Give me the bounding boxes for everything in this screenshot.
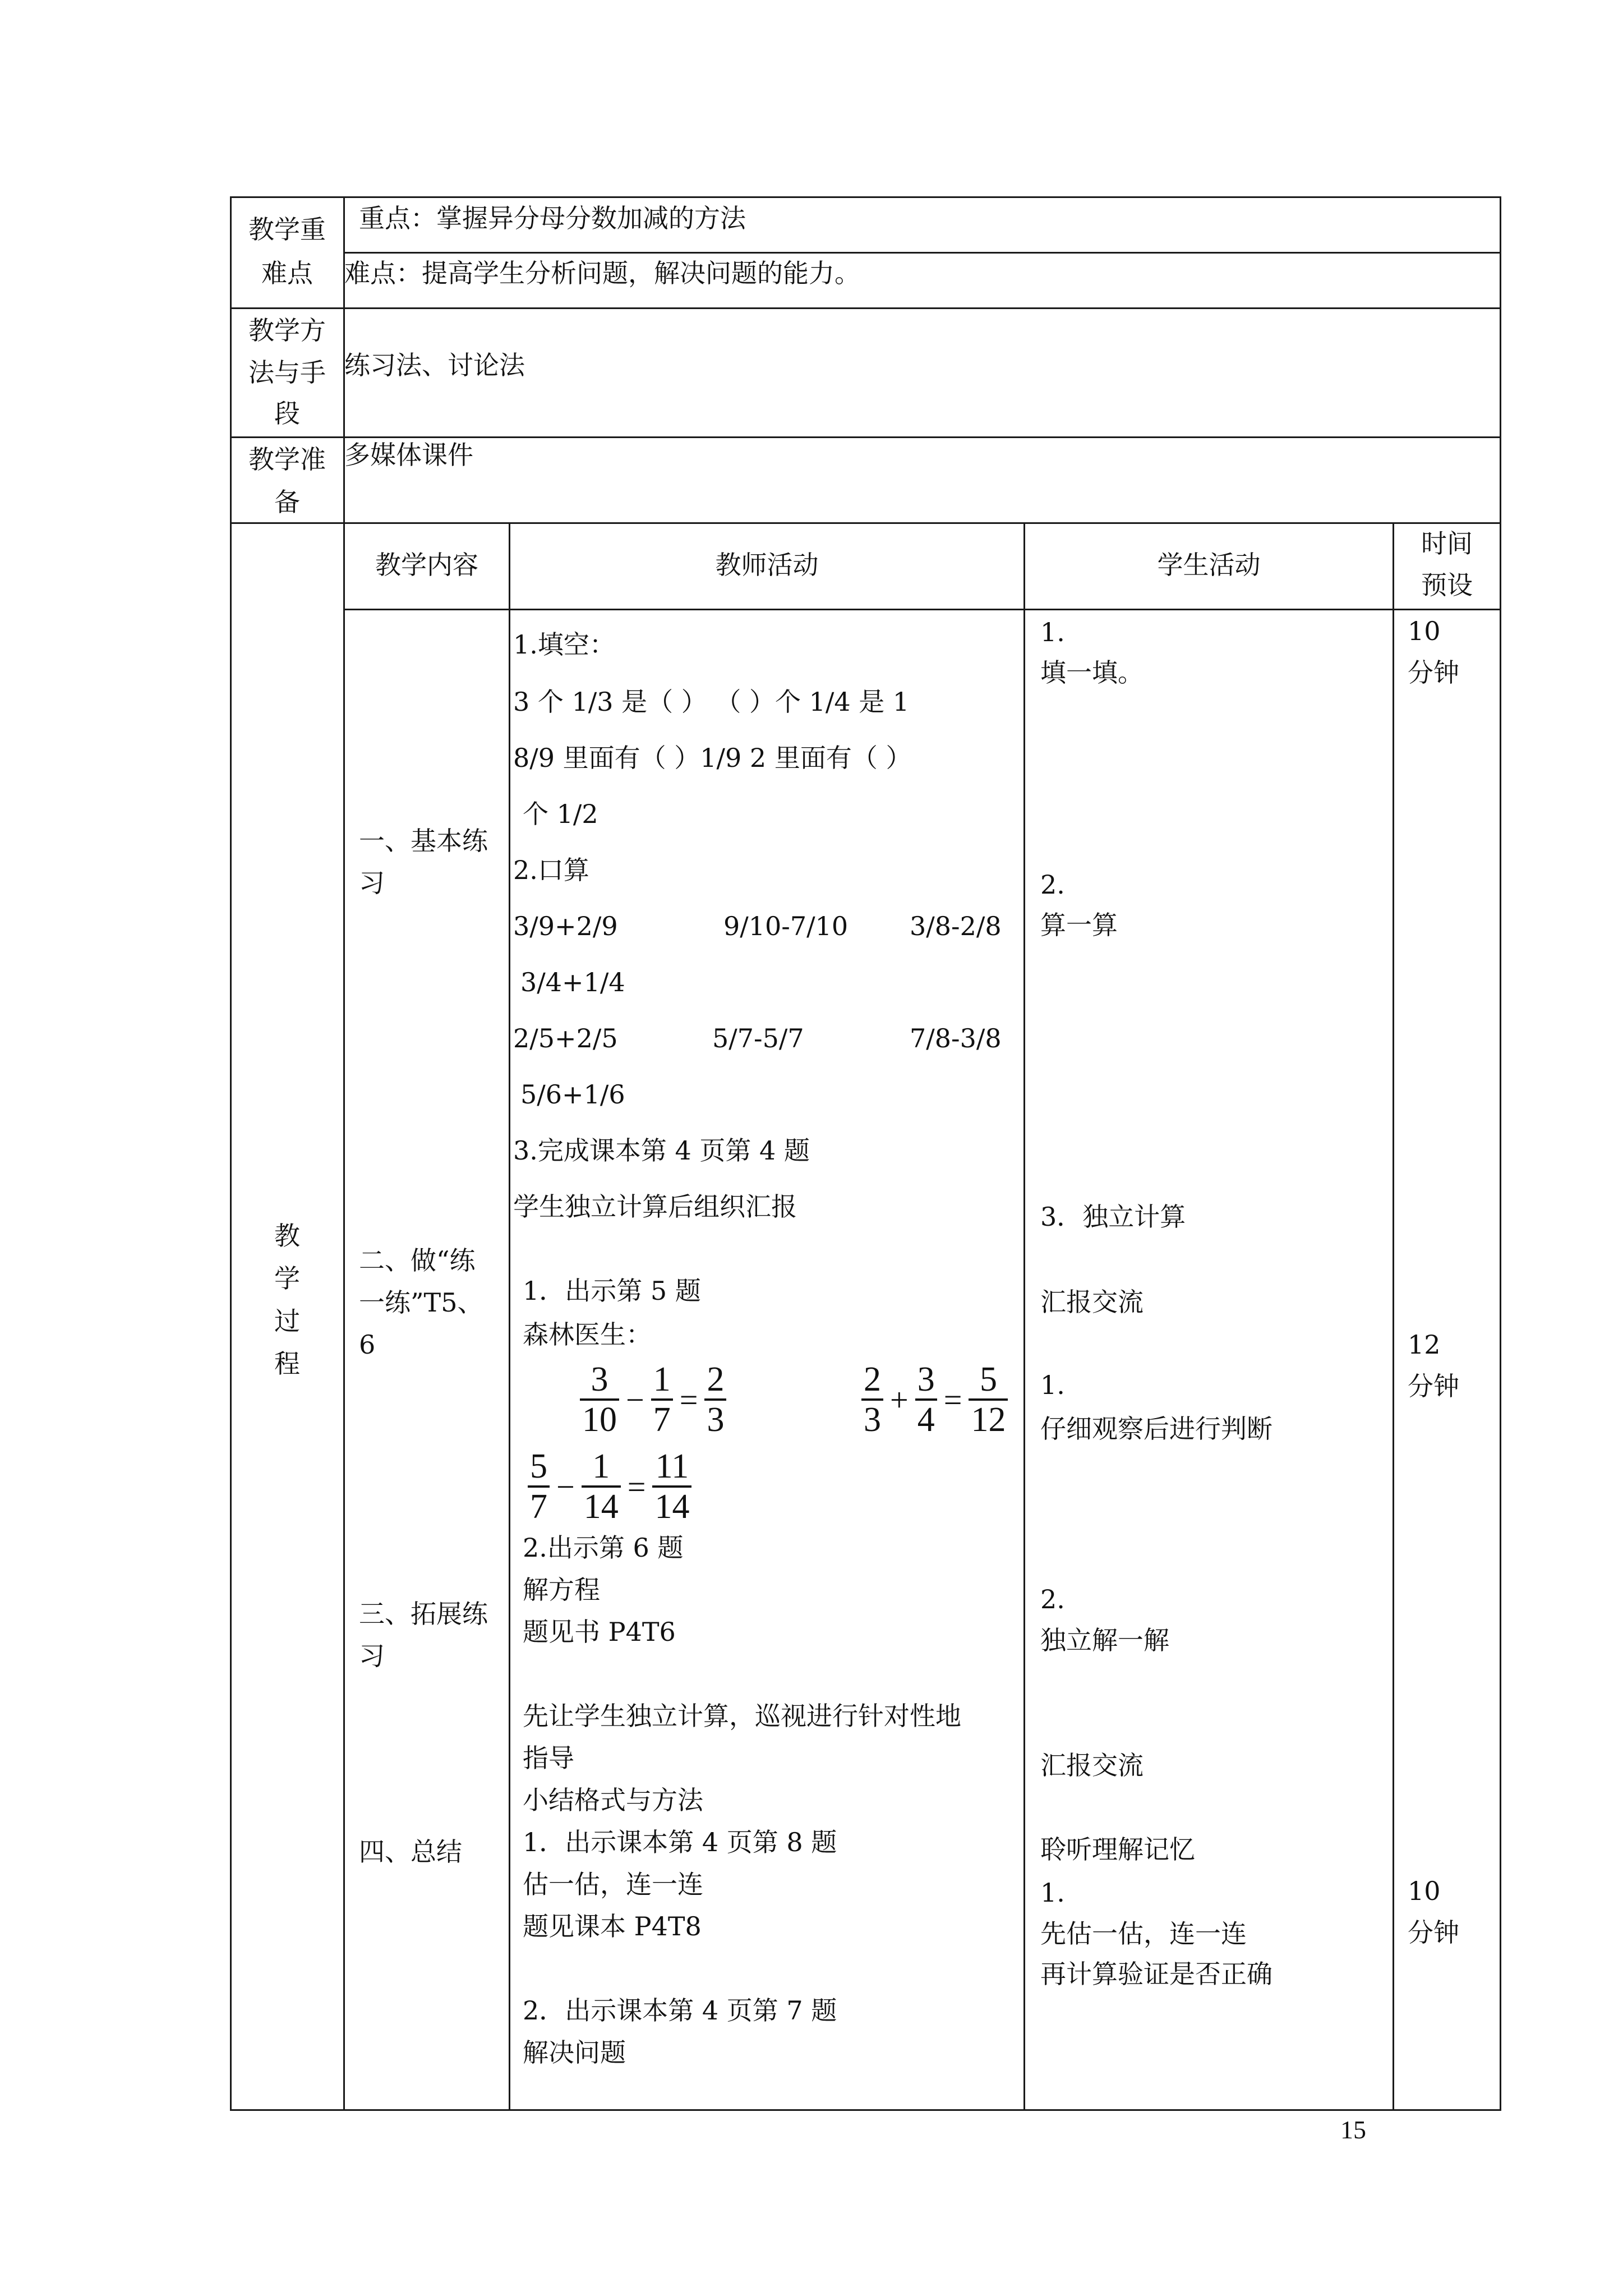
- fraction-numerator: 5: [979, 1360, 997, 1398]
- header-time-line2: 预设: [1421, 570, 1473, 600]
- math-operator: =: [679, 1381, 698, 1418]
- table-rule-preparation: [230, 436, 1501, 438]
- fraction-numerator: 2: [864, 1360, 881, 1398]
- teacher-estimate-connect: 估一估，连一连: [523, 1869, 703, 1899]
- teacher-solve-problem: 解决问题: [523, 2037, 626, 2068]
- teacher-report: 学生独立计算后组织汇报: [513, 1191, 797, 1222]
- fraction-numerator: 1: [592, 1447, 610, 1485]
- math-operator: −: [626, 1381, 644, 1418]
- difficulty-text: 难点：提高学生分析问题，解决问题的能力。: [344, 258, 860, 288]
- fraction-numerator: 3: [591, 1360, 608, 1398]
- teacher-oral-1b: 9/10-7/10: [723, 911, 849, 941]
- fraction: [651, 1360, 673, 1439]
- table-rule-process: [230, 522, 1501, 524]
- teacher-oral-title: 2.口算: [513, 855, 589, 885]
- fraction-denominator: 7: [653, 1401, 671, 1439]
- teacher-fill-blank-line3: 个 1/2: [523, 799, 598, 829]
- fraction-denominator: 4: [917, 1401, 935, 1439]
- teacher-show-5: 1．出示第 5 题: [523, 1276, 701, 1306]
- process-label-char-1: 教: [274, 1221, 300, 1251]
- teacher-see-book-p4t8: 题见课本 P4T8: [523, 1911, 702, 1941]
- student-1b-number: 1.: [1040, 1370, 1065, 1400]
- student-report-1: 汇报交流: [1040, 1287, 1144, 1317]
- student-report-2: 汇报交流: [1040, 1750, 1144, 1780]
- header-teacher: 教师活动: [715, 550, 819, 580]
- process-label-char-2: 学: [274, 1263, 300, 1294]
- teacher-guide-line1: 先让学生独立计算，巡视进行针对性地: [523, 1701, 961, 1731]
- teacher-fill-blank-title: 1.填空：: [513, 629, 615, 660]
- table-rule-student-column: [1393, 522, 1394, 2111]
- time-2-value: 12: [1408, 1329, 1441, 1360]
- fraction: [861, 1360, 883, 1439]
- teacher-task-4: 3.完成课本第 4 页第 4 题: [513, 1135, 810, 1166]
- page-number: 15: [1340, 2115, 1366, 2144]
- header-content: 教学内容: [375, 550, 478, 580]
- methods-label-line3: 段: [274, 398, 300, 429]
- student-listen: 聆听理解记忆: [1040, 1834, 1195, 1865]
- section-extension-line2: 习: [359, 1641, 385, 1671]
- teacher-show-8: 1．出示课本第 4 页第 8 题: [523, 1827, 837, 1857]
- keypoints-label-line2: 难点: [261, 258, 313, 288]
- table-border-top: [230, 196, 1501, 198]
- teacher-solve-equation: 解方程: [523, 1575, 600, 1605]
- student-calc: 算一算: [1040, 910, 1118, 940]
- fraction-denominator: 10: [582, 1401, 617, 1439]
- time-2-unit: 分钟: [1408, 1371, 1459, 1401]
- student-2b-number: 2.: [1040, 1584, 1065, 1614]
- fraction: [582, 1447, 621, 1526]
- fraction-numerator: 1: [653, 1360, 671, 1398]
- teacher-show-6: 2.出示第 6 题: [523, 1533, 684, 1563]
- student-fill: 填一填。: [1040, 657, 1144, 688]
- section-basic-line1: 一、基本练: [359, 826, 488, 856]
- fraction: [580, 1360, 619, 1439]
- student-verify: 再计算验证是否正确: [1040, 1959, 1272, 1989]
- student-independent-calc: 3．独立计算: [1040, 1202, 1186, 1232]
- teacher-oral-3b: 5/7-5/7: [712, 1023, 804, 1053]
- time-1-value: 10: [1408, 616, 1441, 646]
- fraction: [704, 1360, 726, 1439]
- table-rule-header: [343, 609, 1501, 610]
- section-practice-line2: 一练”T5、: [359, 1287, 483, 1318]
- methods-text: 练习法、讨论法: [344, 350, 525, 380]
- preparation-label-line1: 教学准: [248, 444, 326, 475]
- section-extension-line1: 三、拓展练: [359, 1599, 488, 1629]
- fraction-equation-2: [858, 1360, 1011, 1439]
- preparation-label-line2: 备: [274, 487, 300, 517]
- table-rule-methods: [230, 307, 1501, 309]
- key-point-text: 重点：掌握异分母分数加减的方法: [359, 203, 746, 233]
- section-practice-line1: 二、做“练: [359, 1245, 476, 1276]
- student-observe-judge: 仔细观察后进行判断: [1040, 1414, 1272, 1444]
- teacher-show-7: 2．出示课本第 4 页第 7 题: [523, 1995, 837, 2026]
- teacher-fill-blank-line1: 3 个 1/3 是（ ） （ ）个 1/4 是 1: [513, 687, 910, 717]
- student-2-number: 2.: [1040, 869, 1065, 900]
- fraction-equation-1: [577, 1360, 730, 1439]
- fraction: [915, 1360, 937, 1439]
- preparation-text: 多媒体课件: [344, 440, 473, 470]
- fraction-denominator: 3: [707, 1401, 725, 1439]
- fraction-denominator: 12: [971, 1401, 1006, 1439]
- keypoints-label-line1: 教学重: [248, 214, 326, 245]
- math-operator: −: [556, 1468, 575, 1505]
- fraction-denominator: 14: [583, 1488, 619, 1526]
- fraction-numerator: 11: [655, 1447, 689, 1485]
- fraction: [969, 1360, 1008, 1439]
- fraction: [528, 1447, 550, 1526]
- teacher-see-book-p4t6: 题见书 P4T6: [523, 1617, 676, 1647]
- fraction-numerator: 3: [917, 1360, 935, 1398]
- table-rule-content-column: [509, 522, 510, 2111]
- fraction: [652, 1447, 691, 1526]
- time-3-unit: 分钟: [1408, 1917, 1459, 1948]
- table-rule-label-column: [343, 196, 345, 2111]
- teacher-oral-1c: 3/8-2/8: [910, 911, 1002, 941]
- student-1c-number: 1.: [1040, 1878, 1065, 1908]
- table-border-right: [1500, 196, 1501, 2111]
- teacher-oral-4: 5/6+1/6: [520, 1079, 625, 1110]
- methods-label-line2: 法与手: [248, 357, 326, 388]
- section-summary: 四、总结: [359, 1837, 462, 1867]
- methods-label-line1: 教学方: [248, 315, 326, 346]
- teacher-oral-1a: 3/9+2/9: [513, 911, 618, 941]
- fraction-numerator: 5: [530, 1447, 547, 1485]
- header-time-line1: 时间: [1421, 528, 1473, 559]
- fraction-denominator: 14: [654, 1488, 690, 1526]
- table-border-bottom: [230, 2109, 1501, 2111]
- teacher-guide-line2: 指导: [523, 1743, 574, 1773]
- teacher-oral-3c: 7/8-3/8: [910, 1023, 1002, 1053]
- math-operator: =: [943, 1381, 962, 1418]
- table-rule-key-difficulty: [343, 252, 1501, 254]
- fraction-equation-3: [524, 1447, 695, 1526]
- student-estimate: 先估一估，连一连: [1040, 1918, 1247, 1949]
- student-solve: 独立解一解: [1040, 1625, 1169, 1655]
- time-3-value: 10: [1408, 1876, 1441, 1906]
- teacher-forest-doctor: 森林医生：: [523, 1319, 652, 1350]
- student-1-number: 1.: [1040, 617, 1065, 647]
- teacher-oral-3a: 2/5+2/5: [513, 1023, 618, 1053]
- teacher-fill-blank-line2: 8/9 里面有（ ）1/9 2 里面有（ ）: [513, 743, 912, 773]
- section-basic-line2: 习: [359, 868, 385, 898]
- fraction-numerator: 2: [707, 1360, 725, 1398]
- teacher-summary-method: 小结格式与方法: [523, 1785, 703, 1815]
- fraction-denominator: 3: [864, 1401, 881, 1439]
- fraction-denominator: 7: [530, 1488, 547, 1526]
- math-operator: +: [890, 1381, 909, 1418]
- math-operator: =: [627, 1468, 646, 1505]
- header-student: 学生活动: [1157, 550, 1261, 580]
- process-label-char-4: 程: [274, 1349, 300, 1379]
- process-label-char-3: 过: [274, 1306, 300, 1336]
- table-rule-teacher-column: [1023, 522, 1025, 2111]
- time-1-unit: 分钟: [1408, 657, 1459, 688]
- teacher-oral-2: 3/4+1/4: [520, 967, 625, 997]
- section-practice-line3: 6: [359, 1329, 376, 1360]
- table-border-left: [230, 196, 232, 2111]
